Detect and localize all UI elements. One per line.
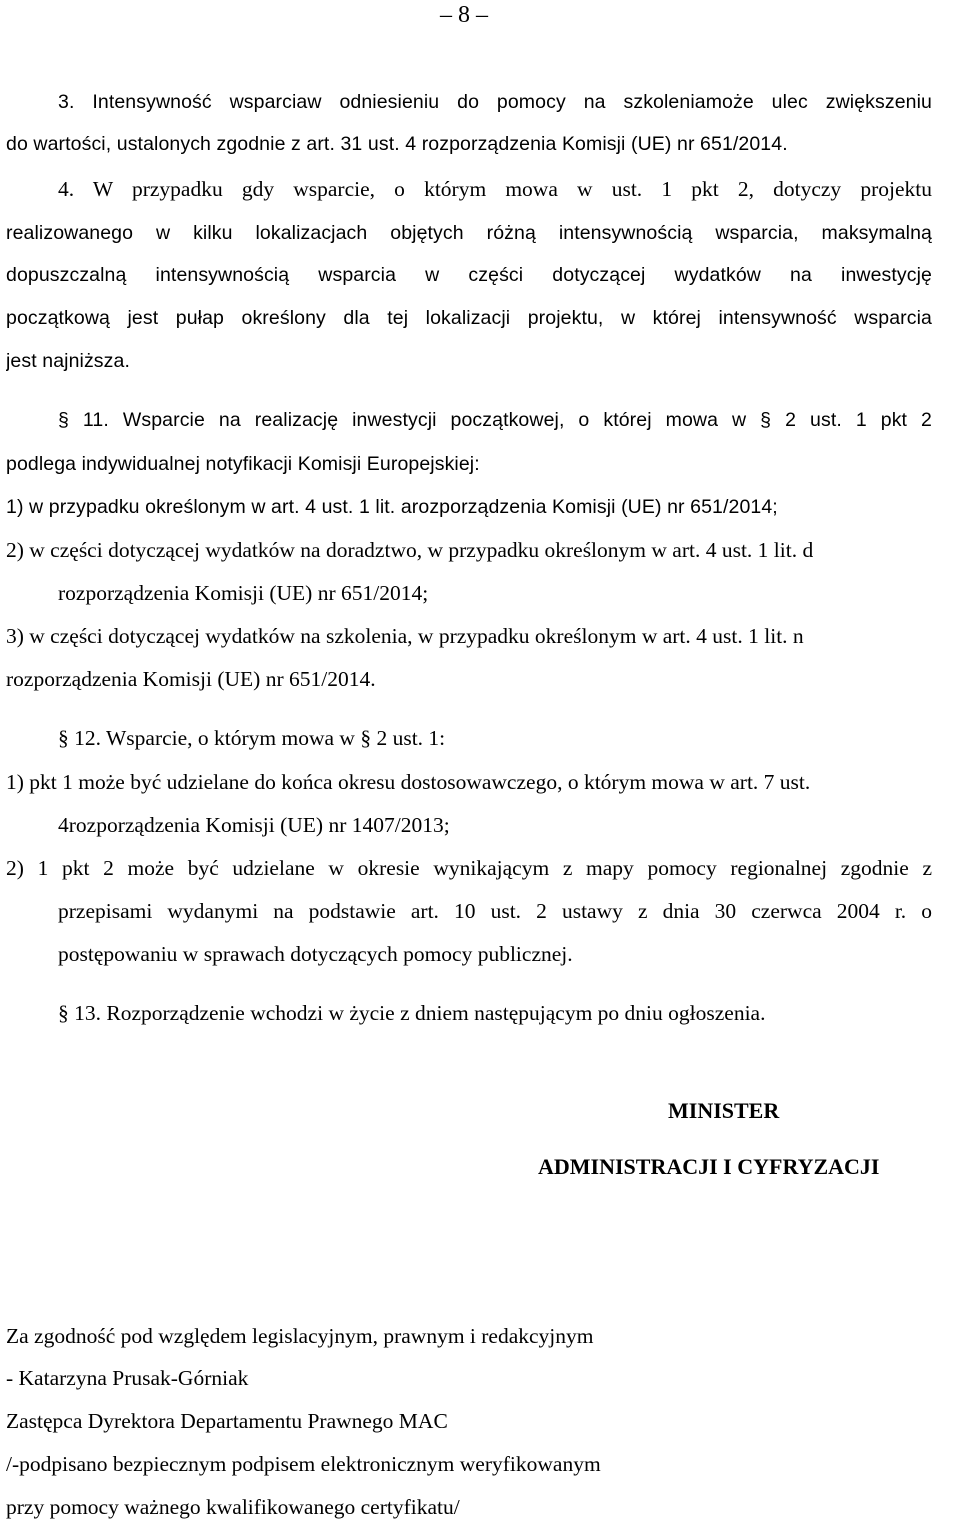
paragraph-4-line: dopuszczalną intensywnością wsparcia w części dotyczącej wydatków na inwestycję bbox=[6, 264, 932, 286]
legal-approval-line: Za zgodność pod względem legislacyjnym, prawnym i redakcyjnym bbox=[6, 1324, 594, 1348]
section-12-item: 2) 1 pkt 2 może być udzielane w okresie wynikającym z mapy pomocy regionalnej zgodnie z bbox=[6, 856, 932, 880]
paragraph-3-line: do wartości, ustalonych zgodnie z art. 31 ust. 4 rozporządzenia Komisji (UE) nr 651/2014. bbox=[6, 133, 788, 155]
approver-name: - Katarzyna Prusak-Górniak bbox=[6, 1366, 249, 1390]
section-11-item: 1) w przypadku określonym w art. 4 ust. 1 lit. arozporządzenia Komisji (UE) nr 651/2014; bbox=[6, 496, 778, 518]
section-11-line: § 11. Wsparcie na realizację inwestycji początkowej, o której mowa w § 2 ust. 1 pkt 2 bbox=[58, 409, 932, 431]
section-12-line: § 12. Wsparcie, o którym mowa w § 2 ust. 1: bbox=[58, 726, 446, 750]
section-12-item-cont: postępowaniu w sprawach dotyczących pomocy publicznej. bbox=[58, 942, 573, 966]
e-signature-note: przy pomocy ważnego kwalifikowanego certyfikatu/ bbox=[6, 1495, 460, 1519]
signatory-title: MINISTER bbox=[668, 1098, 780, 1123]
section-11-item-cont: rozporządzenia Komisji (UE) nr 651/2014; bbox=[58, 581, 429, 605]
section-12-item: 1) pkt 1 może być udzielane do końca okresu dostosowawczego, o którym mowa w art. 7 ust. bbox=[6, 770, 811, 794]
paragraph-3-line: 3. Intensywność wsparciaw odniesieniu do pomocy na szkoleniamoże ulec zwiększeniu bbox=[58, 91, 932, 113]
paragraph-4-line: jest najniższa. bbox=[6, 350, 130, 372]
page-number: – 8 – bbox=[440, 2, 488, 28]
signatory-ministry: ADMINISTRACJI I CYFRYZACJI bbox=[538, 1154, 880, 1179]
e-signature-note: /-podpisano bezpiecznym podpisem elektronicznym weryfikowanym bbox=[6, 1452, 601, 1476]
approver-position: Zastępca Dyrektora Departamentu Prawnego MAC bbox=[6, 1409, 448, 1433]
section-11-line: podlega indywidualnej notyfikacji Komisji Europejskiej: bbox=[6, 453, 480, 475]
section-12-item-cont: przepisami wydanymi na podstawie art. 10 ust. 2 ustawy z dnia 30 czerwca 2004 r. o bbox=[58, 899, 932, 923]
paragraph-4-line: 4. W przypadku gdy wsparcie, o którym mowa w ust. 1 pkt 2, dotyczy projektu bbox=[58, 177, 932, 201]
paragraph-4-line: realizowanego w kilku lokalizacjach objętych różną intensywnością wsparcia, maksymalną bbox=[6, 222, 932, 244]
section-13-line: § 13. Rozporządzenie wchodzi w życie z dniem następującym po dniu ogłoszenia. bbox=[58, 1001, 766, 1025]
paragraph-4-line: początkową jest pułap określony dla tej lokalizacji projektu, w której intensywność wsparcia bbox=[6, 307, 932, 329]
section-11-item: 2) w części dotyczącej wydatków na doradztwo, w przypadku określonym w art. 4 ust. 1 lit. d bbox=[6, 538, 814, 562]
section-12-item-cont: 4rozporządzenia Komisji (UE) nr 1407/2013; bbox=[58, 813, 450, 837]
section-11-item-cont: rozporządzenia Komisji (UE) nr 651/2014. bbox=[6, 667, 376, 691]
section-11-item: 3) w części dotyczącej wydatków na szkolenia, w przypadku określonym w art. 4 ust. 1 lit. n bbox=[6, 624, 804, 648]
